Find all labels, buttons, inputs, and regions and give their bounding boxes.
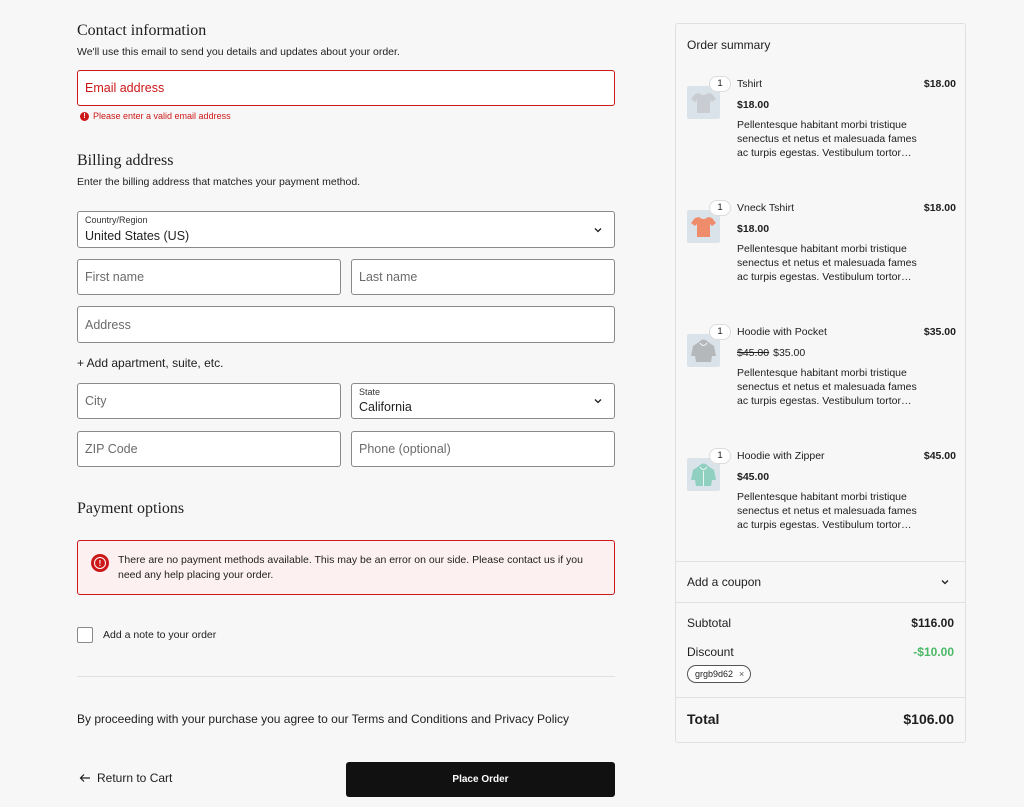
item-price-row — [737, 347, 805, 359]
order-note-checkbox[interactable] — [77, 627, 93, 643]
divider — [676, 561, 965, 562]
payment-notice-text: There are no payment methods available. This may be an error on our side. Please contact us if you need any help placing your order. — [118, 554, 583, 581]
item-description: Pellentesque habitant morbi tristique senectus et netus et malesuada fames ac turpis egestas. Vestibulum tortor… — [737, 243, 917, 283]
divider — [676, 697, 965, 698]
order-item — [676, 448, 967, 568]
item-name: Hoodie with Zipper — [737, 450, 825, 462]
item-line-total: $18.00 — [923, 202, 956, 214]
address-placeholder: Address — [85, 317, 131, 332]
item-description: Pellentesque habitant morbi tristique senectus et netus et malesuada fames ac turpis egestas. Vestibulum tortor… — [737, 119, 917, 159]
discount-label: Discount — [687, 645, 734, 659]
terms-text: By proceeding with your purchase you agree to our Terms and Conditions and Privacy Policy — [77, 712, 570, 726]
email-placeholder: Email address — [85, 81, 165, 95]
state-select[interactable] — [351, 383, 615, 419]
item-price: $35.00 — [773, 347, 806, 359]
arrow-left-icon — [79, 773, 91, 783]
return-to-cart-link[interactable] — [79, 771, 172, 785]
error-icon: ! — [91, 554, 109, 572]
order-item — [676, 200, 967, 320]
billing-title: Billing address — [77, 152, 174, 169]
country-label: Country/Region — [85, 215, 148, 225]
last-name-field[interactable] — [351, 259, 615, 295]
item-description: Pellentesque habitant morbi tristique senectus et netus et malesuada fames ac turpis egestas. Vestibulum tortor… — [737, 367, 917, 407]
item-quantity-badge: 1 — [709, 324, 731, 340]
order-note-label[interactable]: Add a note to your order — [103, 629, 217, 641]
email-error-text: Please enter a valid email address — [93, 111, 231, 121]
contact-description: We'll use this email to send you details and updates about your order. — [77, 46, 400, 58]
state-label: State — [359, 387, 381, 397]
country-select[interactable] — [77, 211, 615, 248]
order-item — [676, 76, 967, 196]
email-field[interactable] — [77, 70, 615, 106]
item-line-total: $45.00 — [923, 450, 956, 462]
item-price: $18.00 — [737, 99, 770, 111]
last-name-placeholder: Last name — [359, 270, 418, 284]
item-name: Vneck Tshirt — [737, 202, 794, 214]
item-quantity-badge: 1 — [709, 448, 731, 464]
first-name-placeholder: First name — [85, 270, 145, 284]
item-description: Pellentesque habitant morbi tristique senectus et netus et malesuada fames ac turpis egestas. Vestibulum tortor… — [737, 491, 917, 531]
divider — [676, 602, 965, 603]
address-field[interactable] — [77, 306, 615, 343]
chevron-down-icon[interactable] — [940, 577, 950, 587]
zip-field[interactable] — [77, 431, 341, 467]
chevron-down-icon — [593, 396, 603, 406]
order-item — [676, 324, 967, 444]
payment-title: Payment options — [77, 500, 185, 517]
phone-field[interactable] — [351, 431, 615, 467]
coupon-chip — [687, 665, 751, 683]
item-quantity-badge: 1 — [709, 76, 731, 92]
city-placeholder: City — [85, 394, 107, 408]
state-value: California — [359, 400, 412, 414]
item-price: $45.00 — [737, 471, 770, 483]
billing-description: Enter the billing address that matches your payment method. — [77, 176, 361, 188]
payment-error-notice — [77, 540, 615, 595]
email-error — [80, 111, 231, 121]
divider — [77, 676, 615, 677]
zip-placeholder: ZIP Code — [85, 442, 138, 456]
place-order-button[interactable]: Place Order — [346, 762, 615, 797]
first-name-field[interactable] — [77, 259, 341, 295]
item-price-row — [737, 471, 769, 483]
error-icon: ! — [80, 112, 89, 121]
item-name: Tshirt — [737, 78, 763, 90]
country-value: United States (US) — [85, 229, 190, 243]
add-apartment-link[interactable]: + Add apartment, suite, etc. — [77, 356, 224, 370]
return-to-cart-label: Return to Cart — [97, 771, 173, 785]
item-line-total: $18.00 — [923, 78, 956, 90]
order-summary-panel — [675, 23, 966, 743]
subtotal-label: Subtotal — [687, 616, 732, 630]
item-line-total: $35.00 — [923, 326, 956, 338]
add-coupon-toggle[interactable]: Add a coupon — [687, 575, 762, 589]
item-price: $18.00 — [737, 223, 770, 235]
order-summary-title: Order summary — [687, 38, 771, 52]
subtotal-value: $116.00 — [911, 616, 954, 630]
city-field[interactable] — [77, 383, 341, 419]
item-old-price: $45.00 — [737, 347, 770, 359]
coupon-code: grgb9d62 — [695, 669, 734, 679]
phone-placeholder: Phone (optional) — [359, 442, 451, 456]
total-label: Total — [687, 711, 720, 727]
item-price-row — [737, 223, 769, 235]
chevron-down-icon — [593, 225, 603, 235]
remove-coupon-icon[interactable]: × — [739, 669, 745, 679]
contact-title: Contact information — [77, 22, 207, 39]
total-value: $106.00 — [903, 711, 954, 727]
item-quantity-badge: 1 — [709, 200, 731, 216]
item-name: Hoodie with Pocket — [737, 326, 827, 338]
discount-value: -$10.00 — [913, 645, 954, 659]
item-price-row — [737, 99, 769, 111]
